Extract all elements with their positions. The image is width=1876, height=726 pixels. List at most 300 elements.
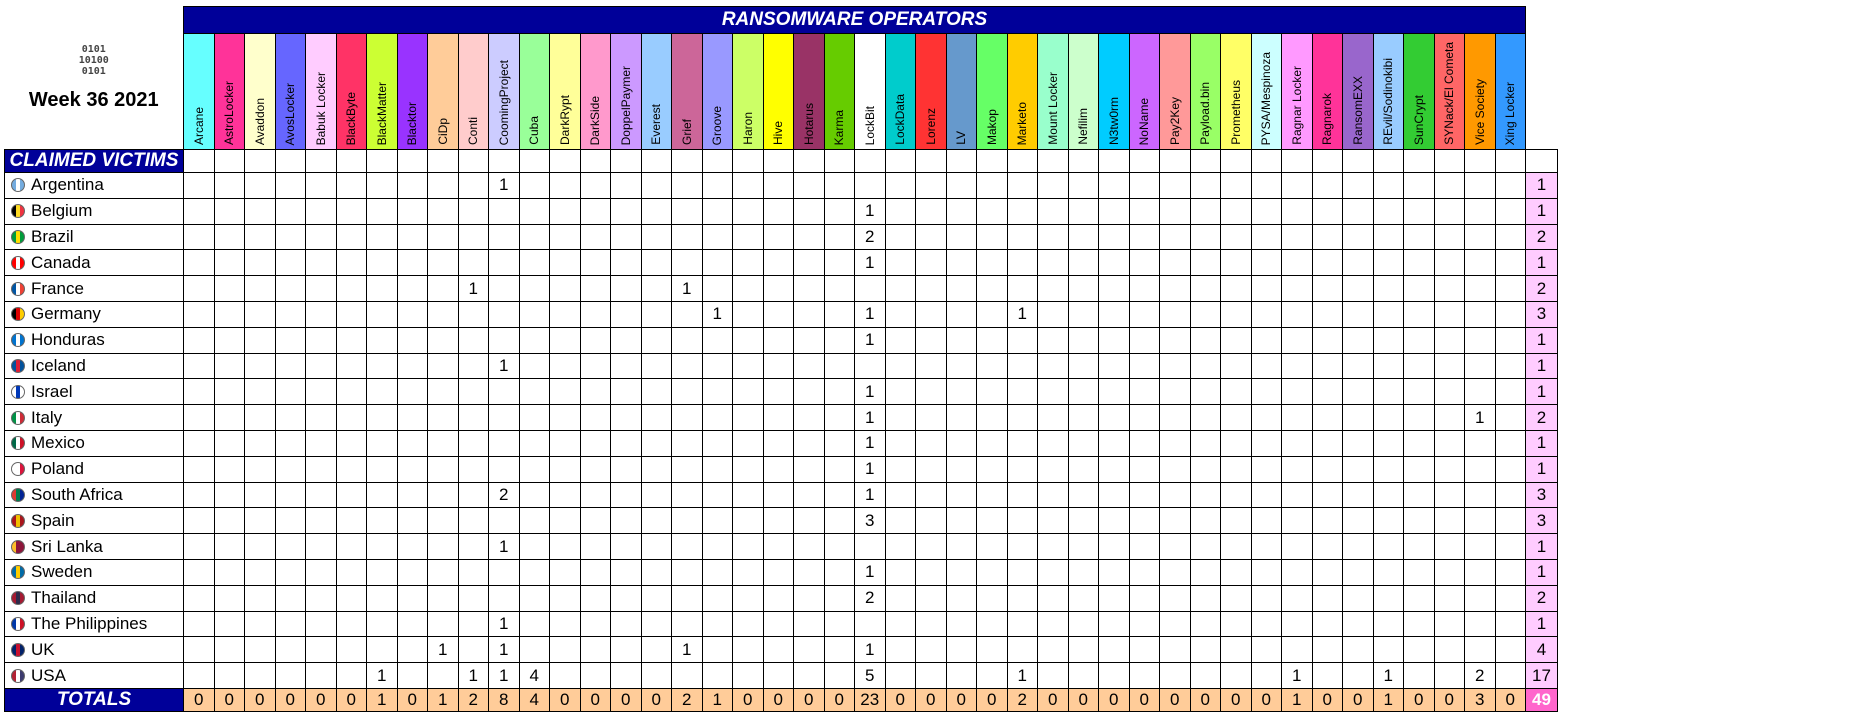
count-cell	[611, 198, 642, 224]
count-cell	[275, 379, 306, 405]
count-cell	[1312, 327, 1343, 353]
count-cell	[214, 353, 245, 379]
country-cell	[5, 224, 184, 250]
count-cell	[367, 379, 398, 405]
count-cell	[1068, 224, 1099, 250]
count-cell: 1	[1465, 405, 1496, 431]
count-cell	[1434, 405, 1465, 431]
count-cell	[794, 405, 825, 431]
count-cell	[885, 559, 916, 585]
count-cell	[672, 482, 703, 508]
count-cell	[733, 534, 764, 560]
column-total: 2	[1007, 688, 1038, 711]
count-cell	[397, 173, 428, 199]
operator-name: Vice Society	[1472, 79, 1487, 145]
column-total: 0	[1068, 688, 1099, 711]
blank-cell	[1099, 150, 1130, 173]
operator-name: Marketo	[1015, 101, 1030, 145]
count-cell	[336, 405, 367, 431]
count-cell	[245, 379, 276, 405]
count-cell	[1312, 224, 1343, 250]
count-cell	[214, 327, 245, 353]
count-cell	[1190, 405, 1221, 431]
operator-header	[397, 34, 428, 150]
count-cell	[885, 301, 916, 327]
count-cell	[611, 611, 642, 637]
count-cell	[580, 327, 611, 353]
count-cell	[245, 637, 276, 663]
count-cell	[763, 611, 794, 637]
count-cell	[184, 456, 215, 482]
count-cell	[1282, 327, 1313, 353]
operator-header	[458, 34, 489, 150]
count-cell	[702, 405, 733, 431]
count-cell	[1404, 585, 1435, 611]
column-total: 0	[1160, 688, 1191, 711]
count-cell	[1221, 456, 1252, 482]
blank-cell	[1373, 150, 1404, 173]
count-cell	[702, 353, 733, 379]
count-cell	[275, 173, 306, 199]
operator-header	[1343, 34, 1374, 150]
count-cell	[946, 327, 977, 353]
operator-name: Grief	[679, 118, 694, 145]
count-cell	[519, 405, 550, 431]
country-name: Brazil	[31, 226, 74, 246]
count-cell	[885, 508, 916, 534]
count-cell	[1312, 353, 1343, 379]
count-cell	[885, 456, 916, 482]
count-cell	[1343, 508, 1374, 534]
count-cell	[1434, 198, 1465, 224]
count-cell	[580, 301, 611, 327]
operator-header	[1373, 34, 1404, 150]
count-cell	[519, 250, 550, 276]
totals-label: TOTALS	[5, 688, 184, 711]
count-cell	[611, 430, 642, 456]
count-cell	[885, 534, 916, 560]
count-cell	[916, 637, 947, 663]
count-cell	[214, 224, 245, 250]
count-cell	[1373, 276, 1404, 302]
count-cell	[885, 379, 916, 405]
count-cell	[306, 430, 337, 456]
count-cell	[1221, 353, 1252, 379]
blank-corner	[1526, 7, 1558, 150]
count-cell	[1404, 508, 1435, 534]
count-cell: 5	[855, 663, 886, 689]
count-cell	[611, 405, 642, 431]
count-cell	[306, 456, 337, 482]
count-cell	[458, 198, 489, 224]
count-cell	[550, 663, 581, 689]
count-cell	[245, 534, 276, 560]
blank-cell	[946, 150, 977, 173]
row-total: 1	[1526, 456, 1558, 482]
count-cell	[397, 353, 428, 379]
operator-header	[916, 34, 947, 150]
count-cell	[1404, 405, 1435, 431]
count-cell	[641, 353, 672, 379]
flag-icon	[11, 643, 25, 657]
count-cell	[1038, 198, 1069, 224]
count-cell	[336, 173, 367, 199]
count-cell	[306, 611, 337, 637]
country-cell	[5, 508, 184, 534]
table-row	[5, 456, 1558, 482]
count-cell	[1282, 405, 1313, 431]
count-cell	[1343, 482, 1374, 508]
count-cell	[184, 198, 215, 224]
count-cell	[1068, 198, 1099, 224]
flag-icon	[11, 565, 25, 579]
row-total: 3	[1526, 301, 1558, 327]
count-cell	[1190, 173, 1221, 199]
count-cell	[1068, 250, 1099, 276]
count-cell	[367, 637, 398, 663]
country-name: Honduras	[31, 330, 105, 350]
count-cell	[641, 405, 672, 431]
count-cell	[977, 482, 1008, 508]
column-total: 23	[855, 688, 886, 711]
blank-cell	[1434, 150, 1465, 173]
count-cell	[1404, 353, 1435, 379]
count-cell	[1495, 276, 1526, 302]
count-cell	[306, 224, 337, 250]
count-cell	[550, 534, 581, 560]
count-cell	[245, 250, 276, 276]
count-cell	[1160, 585, 1191, 611]
count-cell	[397, 430, 428, 456]
count-cell	[1373, 379, 1404, 405]
blank-cell	[428, 150, 459, 173]
count-cell	[672, 585, 703, 611]
count-cell	[824, 301, 855, 327]
count-cell	[1099, 456, 1130, 482]
flag-icon	[11, 540, 25, 554]
count-cell	[794, 611, 825, 637]
count-cell	[885, 430, 916, 456]
count-cell	[306, 508, 337, 534]
flag-icon	[11, 436, 25, 450]
blank-cell	[794, 150, 825, 173]
count-cell	[763, 663, 794, 689]
count-cell	[763, 250, 794, 276]
count-cell	[1129, 379, 1160, 405]
count-cell	[367, 456, 398, 482]
count-cell	[519, 353, 550, 379]
operator-header	[1129, 34, 1160, 150]
count-cell	[1495, 637, 1526, 663]
count-cell	[458, 405, 489, 431]
count-cell: 1	[458, 663, 489, 689]
count-cell	[489, 559, 520, 585]
count-cell	[1404, 430, 1435, 456]
count-cell	[1404, 250, 1435, 276]
count-cell	[1251, 224, 1282, 250]
count-cell	[214, 637, 245, 663]
country-cell	[5, 327, 184, 353]
count-cell	[1068, 637, 1099, 663]
count-cell	[1038, 353, 1069, 379]
count-cell	[702, 482, 733, 508]
count-cell	[458, 637, 489, 663]
count-cell	[1434, 585, 1465, 611]
count-cell	[1160, 301, 1191, 327]
count-cell	[763, 276, 794, 302]
count-cell	[1434, 663, 1465, 689]
count-cell	[702, 327, 733, 353]
count-cell	[794, 353, 825, 379]
count-cell	[336, 482, 367, 508]
operator-name: Nefilim	[1076, 108, 1091, 145]
count-cell	[367, 508, 398, 534]
count-cell	[763, 559, 794, 585]
count-cell	[1465, 534, 1496, 560]
operator-name: Ragnarok	[1320, 92, 1335, 145]
count-cell	[1160, 456, 1191, 482]
count-cell	[306, 301, 337, 327]
blank-cell	[1312, 150, 1343, 173]
count-cell	[1404, 173, 1435, 199]
count-cell	[1312, 663, 1343, 689]
count-cell	[1190, 663, 1221, 689]
row-total: 1	[1526, 430, 1558, 456]
count-cell	[1099, 482, 1130, 508]
operator-header	[306, 34, 337, 150]
count-cell	[550, 327, 581, 353]
count-cell	[1373, 637, 1404, 663]
totals-row	[5, 688, 1558, 711]
count-cell	[916, 611, 947, 637]
count-cell	[885, 327, 916, 353]
column-total: 1	[428, 688, 459, 711]
count-cell	[1404, 559, 1435, 585]
count-cell	[1007, 224, 1038, 250]
operator-name: Xing Locker	[1503, 81, 1518, 145]
count-cell	[458, 224, 489, 250]
count-cell	[1434, 456, 1465, 482]
count-cell	[1007, 482, 1038, 508]
count-cell	[428, 430, 459, 456]
blank-cell	[214, 150, 245, 173]
count-cell	[1251, 198, 1282, 224]
count-cell: 1	[489, 353, 520, 379]
count-cell	[367, 405, 398, 431]
count-cell	[550, 173, 581, 199]
count-cell	[275, 353, 306, 379]
count-cell	[1404, 379, 1435, 405]
count-cell	[672, 456, 703, 482]
count-cell	[275, 534, 306, 560]
column-total: 1	[1282, 688, 1313, 711]
count-cell: 2	[1465, 663, 1496, 689]
operator-name: Babuk Locker	[313, 71, 328, 145]
count-cell	[1099, 508, 1130, 534]
count-cell	[306, 327, 337, 353]
count-cell	[1099, 534, 1130, 560]
count-cell	[1221, 508, 1252, 534]
table-row	[5, 198, 1558, 224]
count-cell	[1343, 611, 1374, 637]
count-cell	[550, 482, 581, 508]
column-total: 0	[306, 688, 337, 711]
count-cell	[946, 663, 977, 689]
count-cell	[245, 611, 276, 637]
count-cell	[336, 301, 367, 327]
count-cell	[946, 430, 977, 456]
count-cell	[1495, 224, 1526, 250]
count-cell	[1099, 585, 1130, 611]
country-name: Poland	[31, 459, 84, 479]
count-cell	[1465, 637, 1496, 663]
operator-header	[580, 34, 611, 150]
count-cell	[1190, 224, 1221, 250]
count-cell	[1343, 250, 1374, 276]
count-cell	[733, 224, 764, 250]
count-cell	[1373, 585, 1404, 611]
count-cell	[916, 534, 947, 560]
operator-name: Cuba	[527, 116, 542, 145]
count-cell	[1312, 198, 1343, 224]
count-cell	[580, 250, 611, 276]
count-cell	[275, 276, 306, 302]
count-cell	[397, 611, 428, 637]
count-cell	[1465, 276, 1496, 302]
count-cell	[1465, 456, 1496, 482]
count-cell	[1160, 430, 1191, 456]
count-cell	[1404, 534, 1435, 560]
count-cell	[1068, 611, 1099, 637]
count-cell	[1495, 173, 1526, 199]
count-cell	[1343, 353, 1374, 379]
count-cell	[855, 611, 886, 637]
count-cell	[397, 456, 428, 482]
count-cell	[1129, 405, 1160, 431]
count-cell	[489, 405, 520, 431]
count-cell	[489, 327, 520, 353]
operator-name: Avaddon	[252, 97, 267, 145]
count-cell	[763, 637, 794, 663]
count-cell	[672, 559, 703, 585]
count-cell	[489, 276, 520, 302]
count-cell	[519, 173, 550, 199]
operator-header	[428, 34, 459, 150]
count-cell	[245, 559, 276, 585]
count-cell	[977, 663, 1008, 689]
count-cell	[916, 405, 947, 431]
operator-header	[946, 34, 977, 150]
count-cell	[1434, 559, 1465, 585]
count-cell	[397, 559, 428, 585]
country-name: USA	[31, 665, 66, 685]
count-cell	[336, 327, 367, 353]
count-cell	[1038, 508, 1069, 534]
operator-name: DoppelPaymer	[618, 65, 633, 145]
country-name: Italy	[31, 407, 63, 427]
count-cell	[1251, 430, 1282, 456]
count-cell	[1251, 405, 1282, 431]
count-cell	[794, 559, 825, 585]
count-cell	[641, 637, 672, 663]
count-cell	[641, 173, 672, 199]
count-cell	[702, 224, 733, 250]
count-cell	[1373, 327, 1404, 353]
count-cell	[1282, 585, 1313, 611]
count-cell: 1	[489, 663, 520, 689]
count-cell	[275, 611, 306, 637]
count-cell	[1404, 482, 1435, 508]
count-cell	[1129, 585, 1160, 611]
operator-name: Groove	[710, 105, 725, 145]
count-cell	[763, 508, 794, 534]
count-cell	[489, 379, 520, 405]
blank-cell	[641, 150, 672, 173]
count-cell	[580, 637, 611, 663]
operator-header	[1160, 34, 1191, 150]
count-cell	[1312, 173, 1343, 199]
count-cell	[367, 224, 398, 250]
operator-name: LockBit	[862, 105, 877, 145]
table-row	[5, 508, 1558, 534]
count-cell	[580, 534, 611, 560]
blank-cell	[580, 150, 611, 173]
count-cell	[824, 482, 855, 508]
count-cell	[611, 301, 642, 327]
row-total: 1	[1526, 611, 1558, 637]
count-cell	[519, 534, 550, 560]
count-cell	[946, 224, 977, 250]
count-cell	[1282, 301, 1313, 327]
count-cell	[1129, 508, 1160, 534]
count-cell	[977, 301, 1008, 327]
count-cell	[1495, 327, 1526, 353]
count-cell	[245, 663, 276, 689]
flag-icon	[11, 359, 25, 373]
count-cell	[977, 611, 1008, 637]
count-cell	[580, 430, 611, 456]
count-cell	[1495, 482, 1526, 508]
count-cell	[1007, 327, 1038, 353]
count-cell	[946, 353, 977, 379]
count-cell: 1	[489, 637, 520, 663]
count-cell	[1282, 559, 1313, 585]
count-cell	[1373, 224, 1404, 250]
count-cell	[885, 353, 916, 379]
count-cell	[367, 353, 398, 379]
count-cell	[1465, 482, 1496, 508]
count-cell	[916, 327, 947, 353]
count-cell	[1129, 250, 1160, 276]
count-cell	[550, 508, 581, 534]
count-cell	[977, 353, 1008, 379]
count-cell	[397, 534, 428, 560]
count-cell	[428, 456, 459, 482]
count-cell	[1190, 430, 1221, 456]
count-cell	[428, 224, 459, 250]
count-cell	[336, 585, 367, 611]
count-cell	[1190, 250, 1221, 276]
count-cell	[1038, 327, 1069, 353]
count-cell: 1	[672, 276, 703, 302]
column-total: 0	[1434, 688, 1465, 711]
count-cell	[275, 250, 306, 276]
count-cell	[794, 534, 825, 560]
operator-header	[885, 34, 916, 150]
count-cell	[885, 224, 916, 250]
count-cell	[184, 508, 215, 534]
column-total: 0	[550, 688, 581, 711]
